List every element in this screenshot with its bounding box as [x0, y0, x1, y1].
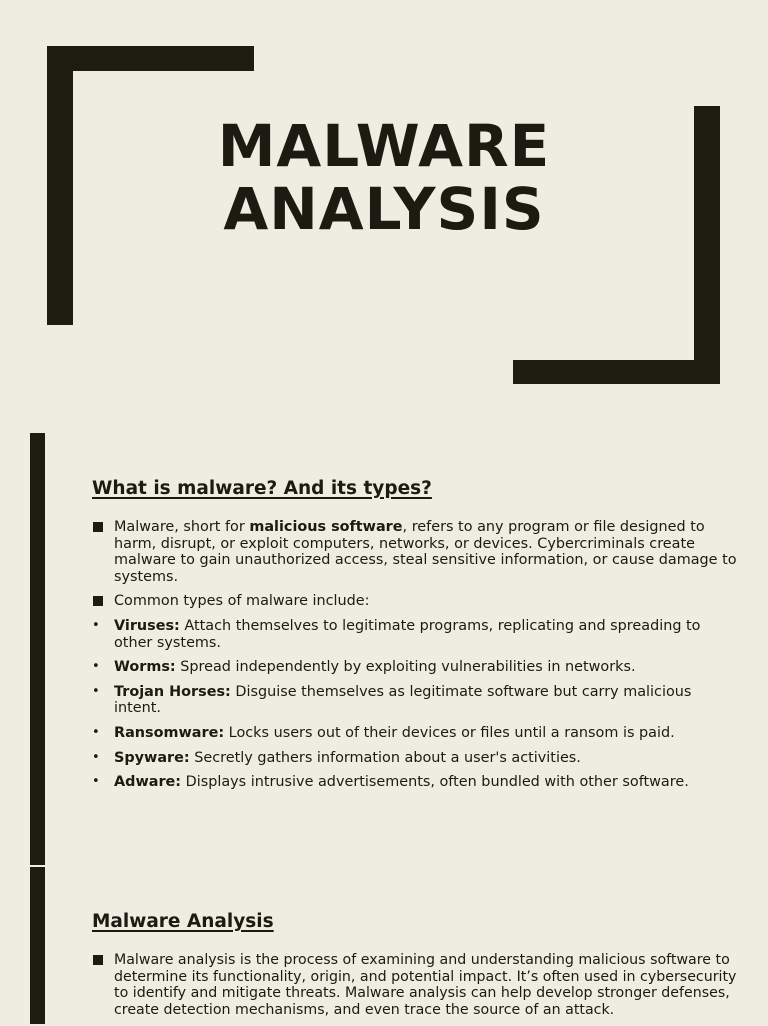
section-malware-analysis	[92, 911, 742, 1026]
section2-heading: Malware Analysis	[92, 911, 274, 932]
frame-bottom-right-horizontal	[513, 360, 720, 384]
list-item-type	[92, 774, 742, 791]
section-malware-types	[92, 478, 742, 799]
type-name: Ransomware:	[114, 724, 225, 741]
title-line-2: ANALYSIS	[223, 175, 545, 243]
type-desc: Secretly gathers information about a user's activities.	[189, 749, 581, 766]
definition-text-start: Malware, short for	[114, 519, 250, 535]
type-name: Adware:	[114, 774, 182, 791]
list-item-type	[92, 725, 742, 742]
type-name: Spyware:	[114, 749, 190, 766]
type-desc: Spread independently by exploiting vulnerabilities in networks.	[175, 659, 636, 676]
type-name: Viruses:	[114, 617, 180, 634]
list-item-type	[92, 659, 742, 676]
list-item-types-intro: Common types of malware include:	[92, 593, 742, 610]
definition-text-end: , refers to any program or file designed to harm, disrupt, or exploit computers, networks, or devices. Cybercriminals create malware to gain unauthorized access, steal sensitive information, or cause damage to systems.	[114, 519, 737, 585]
section2-list	[92, 952, 742, 1018]
type-desc: Disguise themselves as legitimate software but carry malicious intent.	[114, 683, 692, 717]
type-name: Trojan Horses:	[114, 683, 231, 700]
type-desc: Locks users out of their devices or files until a ransom is paid.	[224, 724, 675, 741]
section1-heading: What is malware? And its types?	[92, 478, 432, 499]
section1-list	[92, 519, 742, 791]
section1-side-bar	[30, 433, 45, 865]
title-line-1: MALWARE	[217, 112, 551, 180]
page-title	[0, 112, 768, 243]
list-item-type	[92, 684, 742, 717]
list-item-type	[92, 618, 742, 651]
list-item-analysis-definition: Malware analysis is the process of examining and understanding malicious software to determine its functionality, origin, and potential impact. It’s often used in cybersecurity to identify and mitigate threats. Malware analysis can help develop stronger defenses, create detection mechanisms, and even trace the source of an attack.	[92, 952, 742, 1018]
type-desc: Attach themselves to legitimate programs, replicating and spreading to other systems.	[114, 617, 701, 651]
list-item-definition	[92, 519, 742, 585]
frame-top-left-horizontal	[47, 46, 254, 71]
type-desc: Displays intrusive advertisements, often bundled with other software.	[181, 774, 689, 791]
list-item-type	[92, 750, 742, 767]
type-name: Worms:	[114, 659, 176, 676]
section2-side-bar	[30, 867, 45, 1024]
definition-bold-term: malicious software	[249, 519, 403, 535]
